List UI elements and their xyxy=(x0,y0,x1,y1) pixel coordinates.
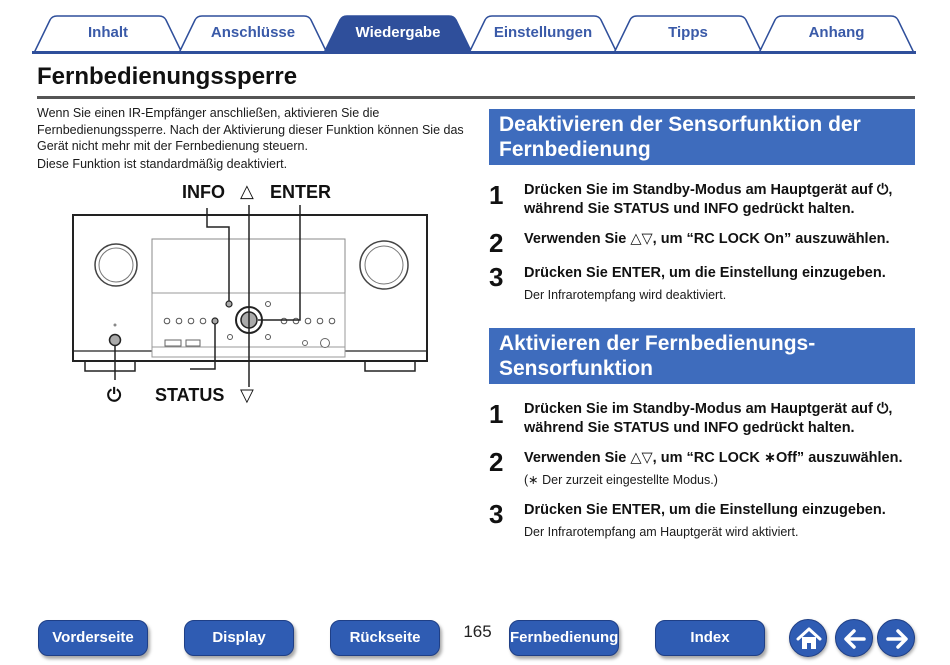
status-button-label: STATUS xyxy=(155,385,225,405)
section1-step-1 xyxy=(489,180,915,220)
tab-anhang[interactable] xyxy=(759,15,914,53)
tab-einstellungen[interactable] xyxy=(469,15,617,53)
step-text: Drücken Sie ENTER, um die Einstellung einzugeben. xyxy=(524,502,886,518)
tab-bar xyxy=(0,0,950,56)
nav-display-button[interactable]: Display xyxy=(184,620,294,656)
intro-paragraph: Wenn Sie einen IR-Empfänger anschließen, aktivieren Sie die Fernbedienungssperre. Nach der Aktivierung dieser Funktion können Sie das Gerät nicht mehr mit der Fernbedienung steuern. xyxy=(37,106,464,153)
nav-fernbedienung-button[interactable]: Fernbedienung xyxy=(509,620,619,656)
title-divider xyxy=(37,96,915,99)
step-number: 2 xyxy=(489,228,504,258)
tab-label: Wiedergabe xyxy=(355,24,441,41)
section-activate-header: Aktivieren der Fernbedienungs-Sensorfunktion xyxy=(489,328,915,384)
section1-step-3 xyxy=(489,262,915,306)
section2-step-1 xyxy=(489,399,915,439)
step-text: Verwenden Sie △▽, um “RC LOCK On” auszuwählen. xyxy=(524,231,890,247)
info-button-label: INFO xyxy=(182,182,225,202)
tab-anschluesse[interactable] xyxy=(179,15,327,53)
tab-label: Einstellungen xyxy=(493,24,593,41)
tab-label: Inhalt xyxy=(88,24,128,41)
step-number: 1 xyxy=(489,399,504,429)
forward-button[interactable] xyxy=(877,619,915,657)
step-number: 3 xyxy=(489,499,504,529)
receiver-diagram xyxy=(60,175,440,415)
step-number: 1 xyxy=(489,180,504,210)
tab-bar-underline xyxy=(32,51,916,54)
down-arrow-icon: ▽ xyxy=(240,385,254,405)
back-button[interactable] xyxy=(835,619,873,657)
power-icon: ⏻ xyxy=(107,385,122,405)
section-deactivate-header: Deaktivieren der Sensorfunktion der Fernbedienung xyxy=(489,109,915,165)
home-button[interactable] xyxy=(789,619,827,657)
tab-label: Tipps xyxy=(668,24,708,41)
section1-step-2 xyxy=(489,228,915,258)
nav-vorderseite-button[interactable]: Vorderseite xyxy=(38,620,148,656)
page-title: Fernbedienungssperre xyxy=(37,63,298,90)
intro-text xyxy=(37,105,467,173)
step-note: Der Infrarotempfang am Hauptgerät wird aktiviert. xyxy=(524,525,799,539)
step-note: (∗ Der zurzeit eingestellte Modus.) xyxy=(524,473,718,487)
receiver-front-panel-illustration xyxy=(60,175,440,415)
tab-tipps[interactable] xyxy=(614,15,762,53)
up-arrow-icon: △ xyxy=(240,181,254,201)
section2-step-3 xyxy=(489,499,915,543)
intro-paragraph: Diese Funktion ist standardmäßig deaktiviert. xyxy=(37,156,288,171)
step-text: Drücken Sie ENTER, um die Einstellung einzugeben. xyxy=(524,265,886,281)
tab-label: Anhang xyxy=(808,24,865,41)
tab-label: Anschlüsse xyxy=(210,24,296,41)
step-note: Der Infrarotempfang wird deaktiviert. xyxy=(524,288,727,302)
step-text: Drücken Sie im Standby-Modus am Hauptgerät auf ⏻, während Sie STATUS und INFO gedrückt halten. xyxy=(524,182,893,217)
nav-rueckseite-button[interactable]: Rückseite xyxy=(330,620,440,656)
step-number: 3 xyxy=(489,262,504,292)
nav-index-button[interactable]: Index xyxy=(655,620,765,656)
forward-arrow-icon xyxy=(878,620,916,658)
page-number: 165 xyxy=(463,622,492,641)
section2-step-2 xyxy=(489,447,915,491)
tab-inhalt[interactable] xyxy=(34,15,182,53)
home-icon xyxy=(790,620,828,658)
back-arrow-icon xyxy=(836,620,874,658)
enter-button-label: ENTER xyxy=(270,182,332,202)
step-number: 2 xyxy=(489,447,504,477)
step-text: Drücken Sie im Standby-Modus am Hauptgerät auf ⏻, während Sie STATUS und INFO gedrückt halten. xyxy=(524,401,893,436)
tab-wiedergabe[interactable] xyxy=(324,15,472,53)
step-text: Verwenden Sie △▽, um “RC LOCK ∗Off” auszuwählen. xyxy=(524,450,903,466)
